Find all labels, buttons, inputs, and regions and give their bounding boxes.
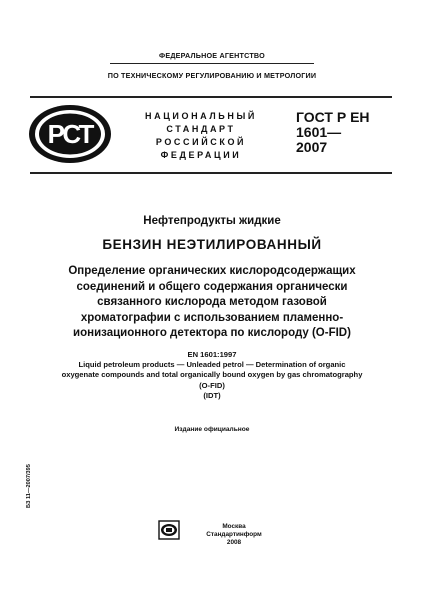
publisher-city: Москва [222, 523, 246, 530]
publisher-logo-icon [158, 520, 180, 540]
publisher-block [200, 523, 268, 547]
standard-code-line: ГОСТ Р ЕН [296, 109, 370, 125]
document-title-category: Нефтепродукты жидкие [143, 215, 281, 227]
en-title-line: Liquid petroleum products — Unleaded petrol — Determination of organic [78, 360, 346, 370]
en-code: EN 1601:1997 [187, 350, 237, 359]
standard-code-line: 2007 [296, 139, 328, 155]
agency-line-2: ПО ТЕХНИЧЕСКОМУ РЕГУЛИРОВАНИЮ И МЕТРОЛОГИИ [107, 71, 317, 80]
standard-code [296, 110, 370, 155]
en-block [0, 350, 424, 401]
publisher-name: Стандартинформ [206, 531, 262, 538]
subtitle-line: ионизационного детектора по кислороду (O-FID) [73, 327, 351, 339]
en-title-line: oxygenate compounds and total organically bound oxygen by gas chromatography [61, 370, 363, 380]
subtitle-line: Определение органических кислородсодержащих [68, 265, 356, 277]
svg-text:РСТ: РСТ [47, 119, 93, 149]
subtitle-line: соединений и общего содержания органически [76, 280, 348, 293]
standard-label [142, 110, 260, 162]
header-divider [110, 63, 314, 64]
document-title-main: БЕНЗИН НЕЭТИЛИРОВАННЫЙ [102, 237, 322, 252]
rst-logo-icon [27, 103, 113, 165]
agency-line-1: ФЕДЕРАЛЬНОЕ АГЕНТСТВО [159, 51, 265, 60]
document-title-subtitle [0, 264, 424, 342]
side-code: БЗ 11—2007/395 [26, 464, 32, 508]
edition-label: Издание официальное [174, 426, 250, 433]
standard-label-line: СТАНДАРТ [166, 124, 236, 134]
standard-label-line: ФЕДЕРАЦИИ [160, 150, 242, 160]
en-title-line: (IDT) [203, 390, 221, 400]
top-rule [30, 96, 392, 98]
standard-label-line: РОССИЙСКОЙ [155, 137, 247, 147]
standard-code-line: 1601— [296, 124, 342, 140]
en-title-line: (O-FID) [199, 380, 225, 390]
standard-label-line: НАЦИОНАЛЬНЫЙ [145, 111, 257, 121]
publisher-year: 2008 [226, 539, 242, 546]
subtitle-line: хроматографии с использованием пламенно- [80, 311, 344, 324]
subtitle-line: связанного кислорода методом газовой [97, 296, 327, 308]
header-bottom-rule [30, 172, 392, 174]
